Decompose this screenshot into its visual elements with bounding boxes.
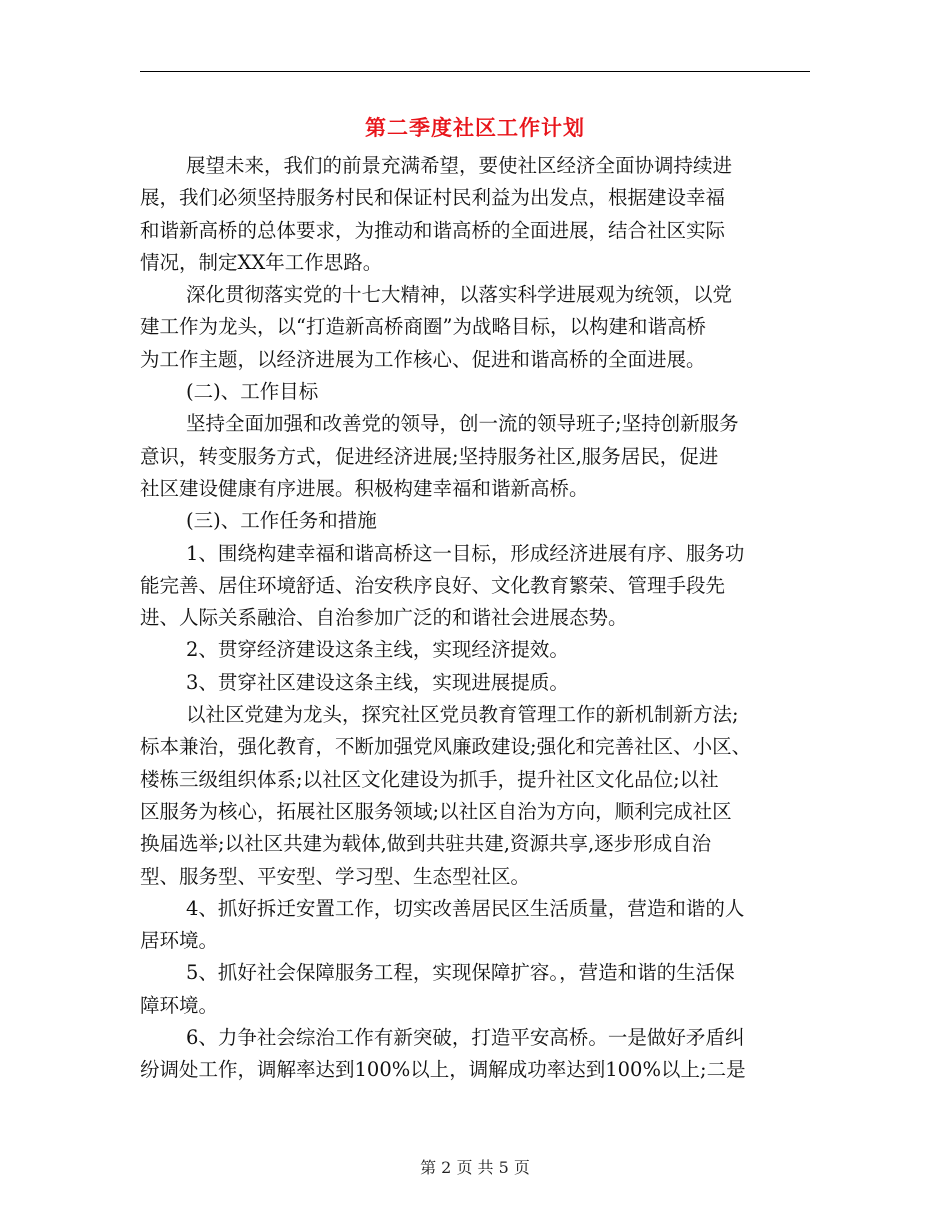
text-line: 区服务为核心，拓展社区服务领域;以社区自治为方向，顺利完成社区	[140, 799, 732, 823]
text-line: 3、贯穿社区建设这条主线，实现进展提质。	[186, 670, 569, 694]
text-line: 6、力争社会综治工作有新突破，打造平安高桥。一是做好矛盾纠	[186, 1026, 745, 1050]
text-line: 意识，转变服务方式，促进经济进展;坚持服务社区,服务居民，促进	[140, 444, 719, 468]
text-line: 换届选举;以社区共建为载体,做到共驻共建,资源共享,逐步形成自治	[140, 832, 712, 856]
text-line: 能完善、居住环境舒适、治安秩序良好、文化教育繁荣、管理手段先	[140, 573, 726, 597]
document-body	[140, 150, 820, 1087]
text-line: 和谐新高桥的总体要求，为推动和谐高桥的全面进展，结合社区实际	[140, 218, 726, 242]
text-line: 2、贯穿经济建设这条主线，实现经济提效。	[186, 638, 569, 662]
page-footer: 第 2 页 共 5 页	[420, 1158, 530, 1177]
text-line: 纷调处工作，调解率达到100%以上，调解成功率达到100%以上;二是	[140, 1058, 746, 1082]
text-line: 社区建设健康有序进展。积极构建幸福和谐新高桥。	[140, 476, 589, 500]
text-line: 深化贯彻落实党的十七大精神，以落实科学进展观为统领，以党	[186, 283, 733, 307]
text-line: 展望未来，我们的前景充满希望，要使社区经济全面协调持续进	[186, 154, 733, 177]
text-line: 以社区党建为龙头，探究社区党员教育管理工作的新机制新方法;	[186, 703, 739, 727]
text-line: 标本兼治，强化教育，不断加强党风廉政建设;强化和完善社区、小区、	[140, 735, 752, 759]
document-title: 第二季度社区工作计划	[365, 115, 585, 140]
text-line: 1、围绕构建幸福和谐高桥这一目标，形成经济进展有序、服务功	[186, 541, 745, 565]
text-line: 情况，制定XX年工作思路。	[140, 250, 383, 274]
text-line: 居环境。	[140, 929, 219, 953]
text-line: 展，我们必须坚持服务村民和保证村民利益为出发点，根据建设幸福	[140, 186, 726, 210]
text-line: 楼栋三级组织体系;以社区文化建设为抓手，提升社区文化品位;以社	[140, 767, 719, 791]
text-line: 障环境。	[140, 993, 219, 1017]
text-line: 为工作主题，以经济进展为工作核心、促进和谐高桥的全面进展。	[140, 347, 706, 371]
text-line: 坚持全面加强和改善党的领导，创一流的领导班子;坚持创新服务	[186, 412, 739, 436]
text-line: 4、抓好拆迁安置工作，切实改善居民区生活质量，营造和谐的人	[186, 896, 745, 920]
text-line: 5、抓好社会保障服务工程，实现保障扩容。，营造和谐的生活保	[186, 961, 735, 985]
text-line: 建工作为龙头，以“打造新高桥商圈”为战略目标，以构建和谐高桥	[140, 315, 706, 339]
text-line: (二)、工作目标	[186, 380, 319, 404]
text-line: (三)、工作任务和措施	[186, 509, 377, 533]
header-rule	[140, 71, 810, 72]
text-line: 型、服务型、平安型、学习型、生态型社区。	[140, 864, 531, 888]
text-line: 进、人际关系融洽、自治参加广泛的和谐社会进展态势。	[140, 606, 628, 630]
